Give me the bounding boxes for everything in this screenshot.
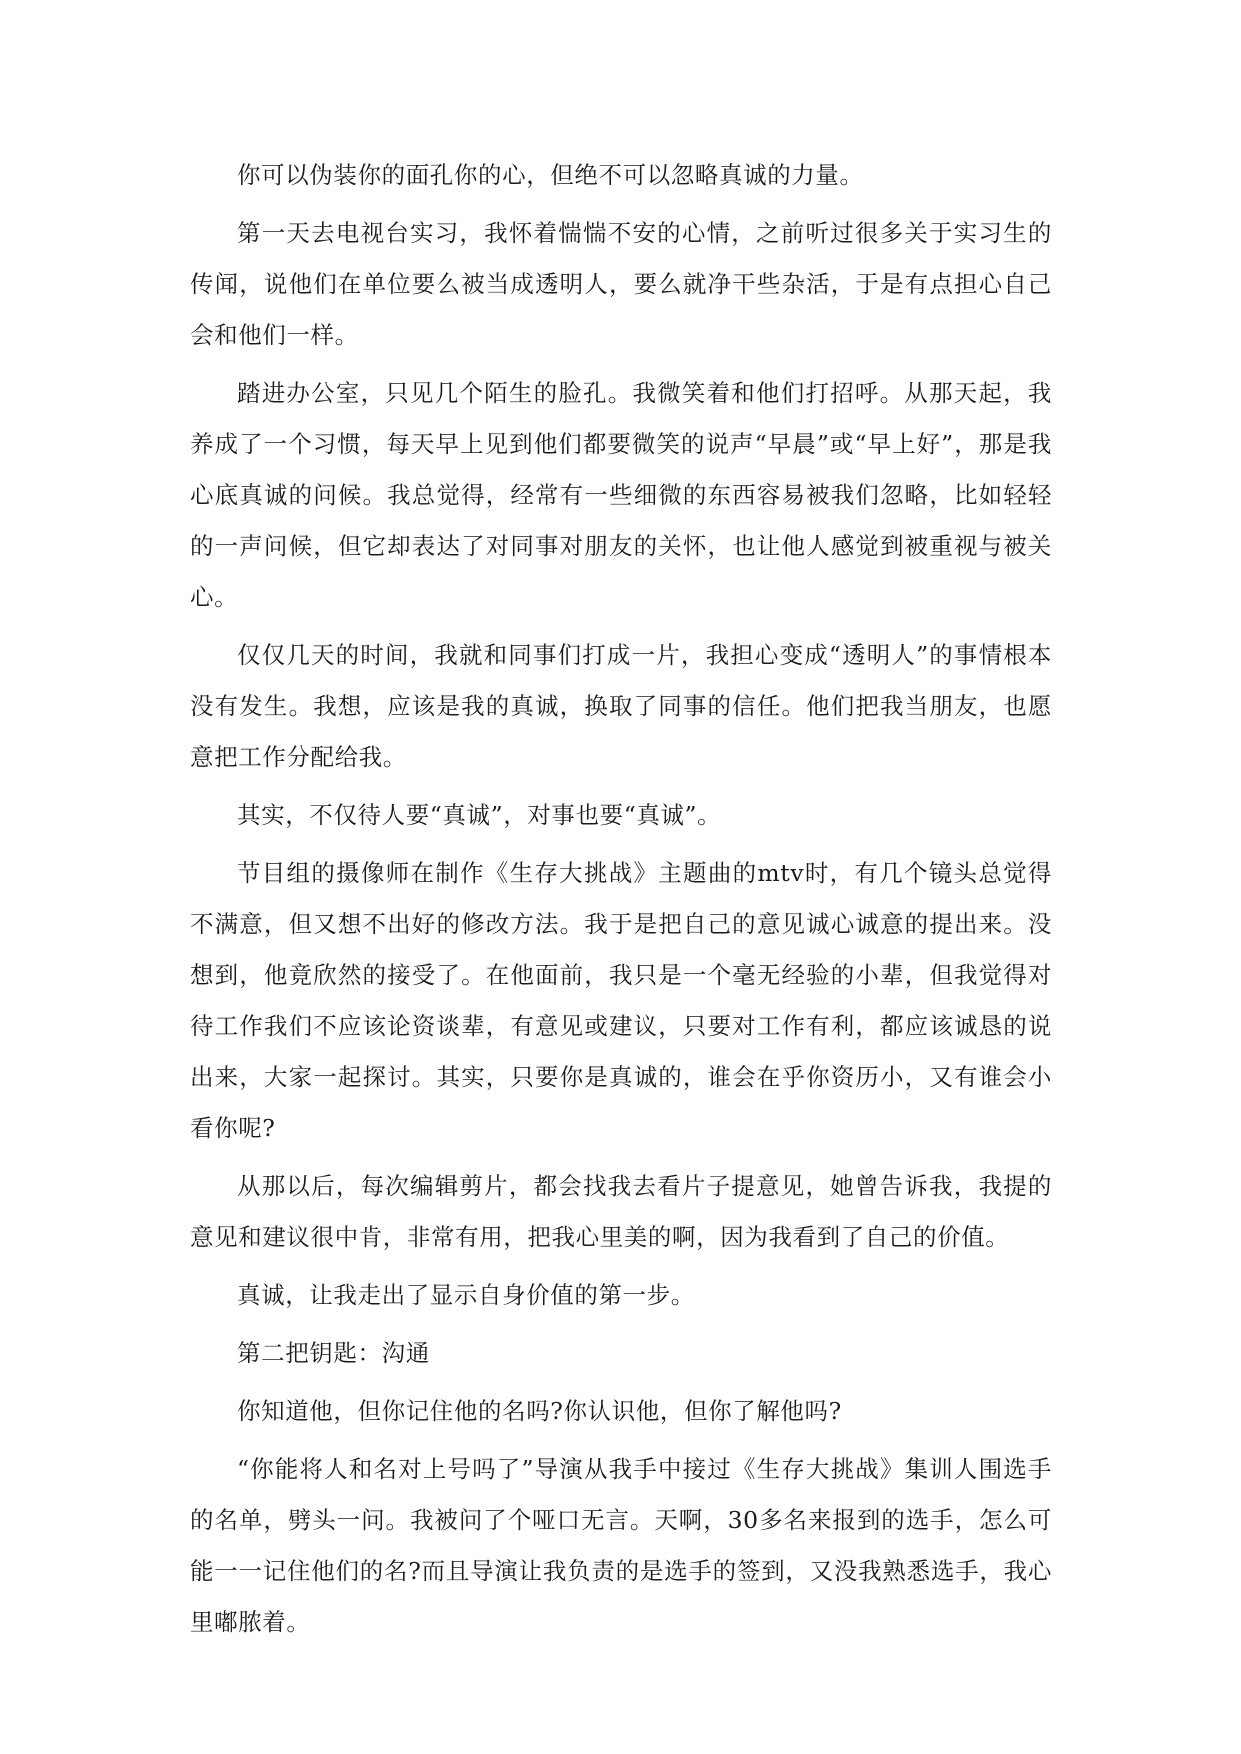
paragraph-10: “你能将人和名对上号吗了”导演从我手中接过《生存大挑战》集训人围选手的名单，劈头一问。我被问了个哑口无言。天啊，30多名来报到的选手，怎么可能一一记住他们的名?而且导演让我负责的是选手的签到，又没我熟悉选手，我心里嘟脓着。 bbox=[190, 1455, 1052, 1636]
paragraph-4: 仅仅几天的时间，我就和同事们打成一片，我担心变成“透明人”的事情根本没有发生。我想，应该是我的真诚，换取了同事的信任。他们把我当朋友，也愿意把工作分配给我。 bbox=[190, 641, 1052, 771]
paragraph-9: 你知道他，但你记住他的名吗?你认识他，但你了解他吗? bbox=[237, 1397, 842, 1425]
paragraph-6: 节目组的摄像师在制作《生存大挑战》主题曲的mtv时，有几个镜头总觉得不满意，但又想不出好的修改方法。我于是把自己的意见诚心诚意的提出来。没想到，他竟欣然的接受了。在他面前，我只是一个毫无经验的小辈，但我觉得对待工作我们不应该论资谈辈，有意见或建议，只要对工作有利，都应该诚恳的说出来，大家一起探讨。其实，只要你是真诚的，谁会在乎你资历小，又有谁会小看你呢? bbox=[190, 859, 1052, 1142]
paragraph-2: 第一天去电视台实习，我怀着惴惴不安的心情，之前听过很多关于实习生的传闻，说他们在单位要么被当成透明人，要么就净干些杂活，于是有点担心自己会和他们一样。 bbox=[190, 219, 1052, 349]
paragraph-5: 其实，不仅待人要“真诚”，对事也要“真诚”。 bbox=[237, 801, 722, 829]
paragraph-8: 真诚，让我走出了显示自身价值的第一步。 bbox=[237, 1281, 695, 1309]
paragraph-7: 从那以后，每次编辑剪片，都会找我去看片子提意见，她曾告诉我，我提的意见和建议很中肯，非常有用，把我心里美的啊，因为我看到了自己的价值。 bbox=[190, 1172, 1052, 1251]
paragraph-3: 踏进办公室，只见几个陌生的脸孔。我微笑着和他们打招呼。从那天起，我养成了一个习惯，每天早上见到他们都要微笑的说声“早晨”或“早上好”，那是我心底真诚的问候。我总觉得，经常有一些细微的东西容易被我们忽略，比如轻轻的一声问候，但它却表达了对同事对朋友的关怀，也让他人感觉到被重视与被关心。 bbox=[190, 379, 1052, 611]
section-heading: 第二把钥匙：沟通 bbox=[237, 1339, 430, 1367]
paragraph-1: 你可以伪装你的面孔你的心，但绝不可以忽略真诚的力量。 bbox=[237, 161, 864, 189]
document-page bbox=[190, 150, 1052, 1655]
